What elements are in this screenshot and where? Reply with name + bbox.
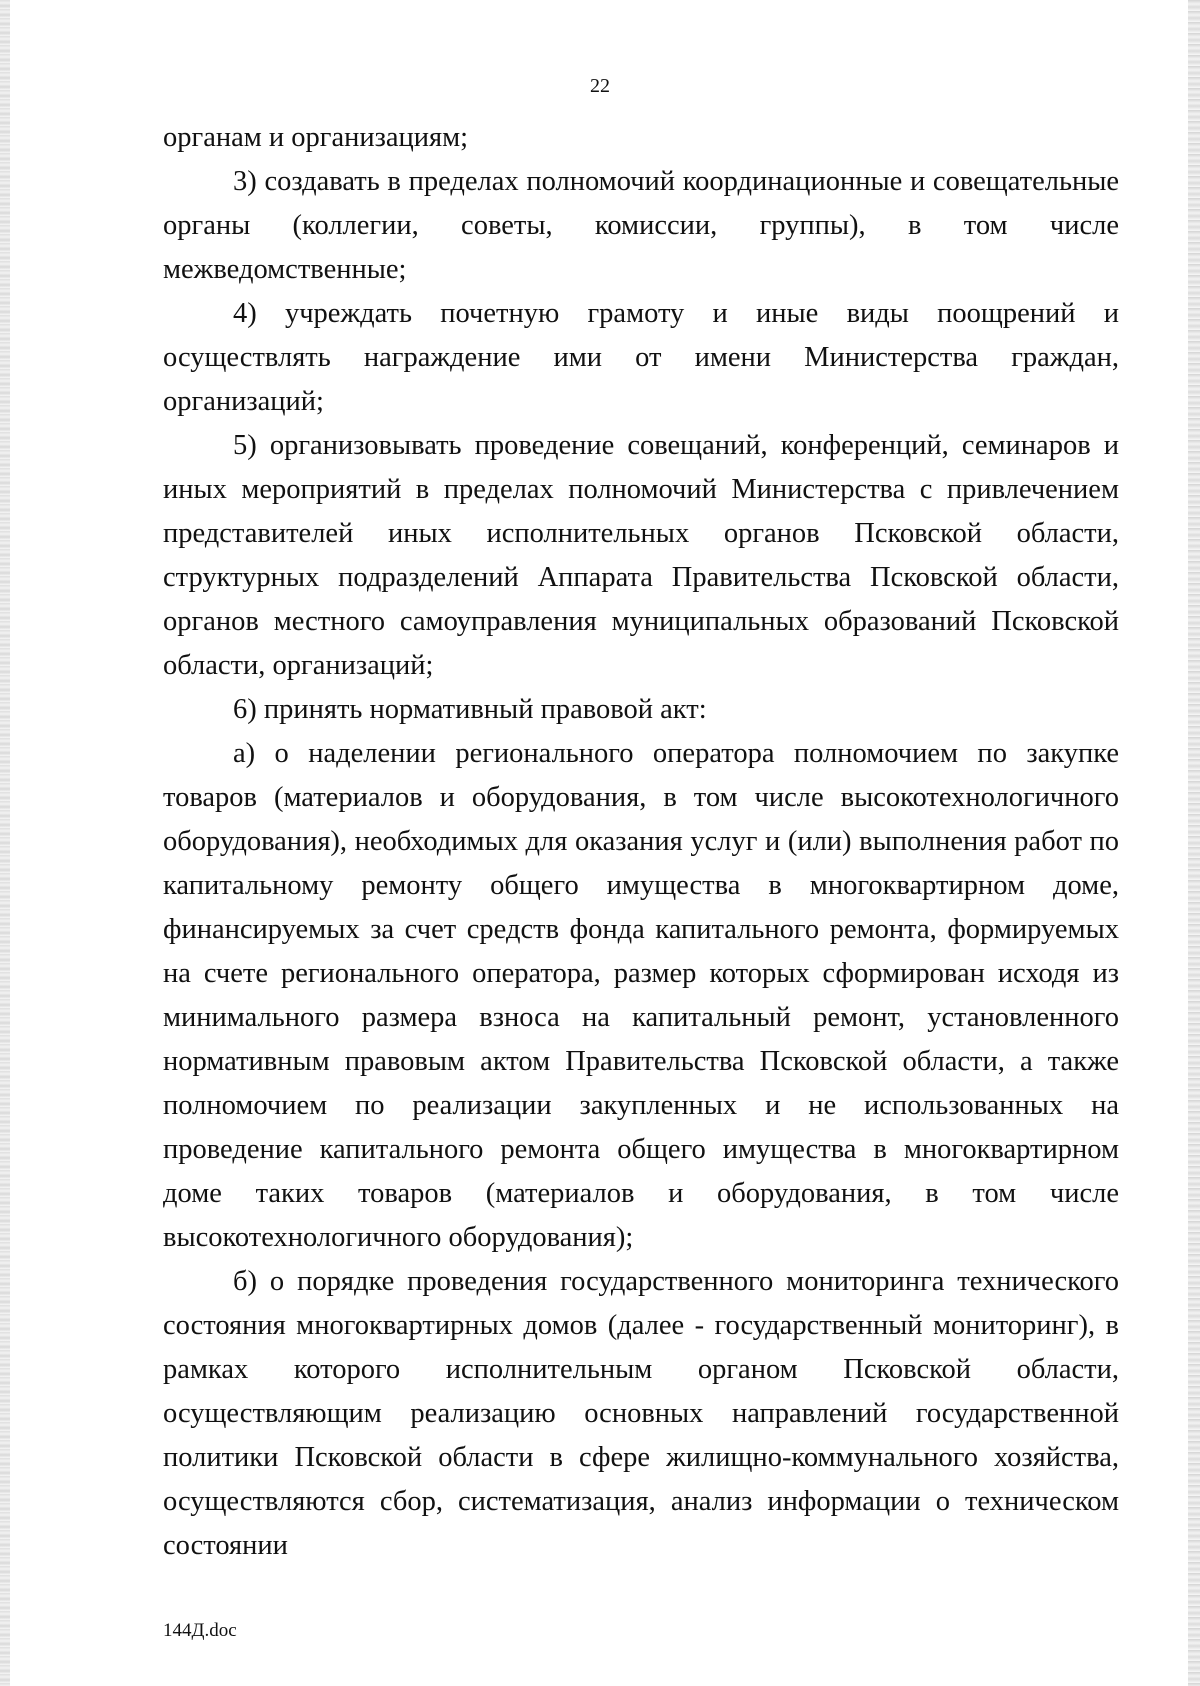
paragraph-continuation: органам и организациям; [163,122,469,153]
document-filename: 144Д.doc [163,1620,237,1641]
paragraph-item-4: 4) учреждать почетную грамоту и иные виды поощрений и осуществлять награждение ими от имени Министерства граждан, организаций; [163,298,1119,417]
scan-edge-left [0,0,10,1686]
paragraph-item-6: 6) принять нормативный правовой акт: [233,694,707,725]
scan-edge-right [1188,0,1200,1686]
page-number: 22 [590,75,610,97]
paragraph-item-6a: а) о наделении регионального оператора полномочием по закупке товаров (материалов и оборудования, в том числе высокотехнологичного оборудования), необходимых для оказания услуг и (или) выполнения работ по капитальному ремонту общего имущества в многоквартирном доме, финансируемых за счет средств фонда капитального ремонта, формируемых на счете регионального оператора, размер которых сформирован исходя из минимального размера взноса на капитальный ремонт, установленного нормативным правовым актом Правительства Псковской области, а также полномочием по реализации закупленных и не использованных на проведение капитального ремонта общего имущества в многоквартирном доме таких товаров (материалов и оборудования, в том числе высокотехнологичного оборудования); [163,738,1119,1253]
document-body [163,116,1119,1568]
paragraph-item-6b: б) о порядке проведения государственного мониторинга технического состояния многоквартирных домов (далее - государственный мониторинг), в рамках которого исполнительным органом Псковской области, осуществляющим реализацию основных направлений государственной политики Псковской области в сфере жилищно-коммунального хозяйства, осуществляются сбор, систематизация, анализ информации о техническом состоянии [163,1266,1119,1561]
paragraph-item-5: 5) организовывать проведение совещаний, конференций, семинаров и иных мероприятий в пределах полномочий Министерства с привлечением представителей иных исполнительных органов Псковской области, структурных подразделений Аппарата Правительства Псковской области, органов местного самоуправления муниципальных образований Псковской области, организаций; [163,430,1119,681]
paragraph-item-3: 3) создавать в пределах полномочий координационные и совещательные органы (коллегии, советы, комиссии, группы), в том числе межведомственные; [163,166,1119,285]
